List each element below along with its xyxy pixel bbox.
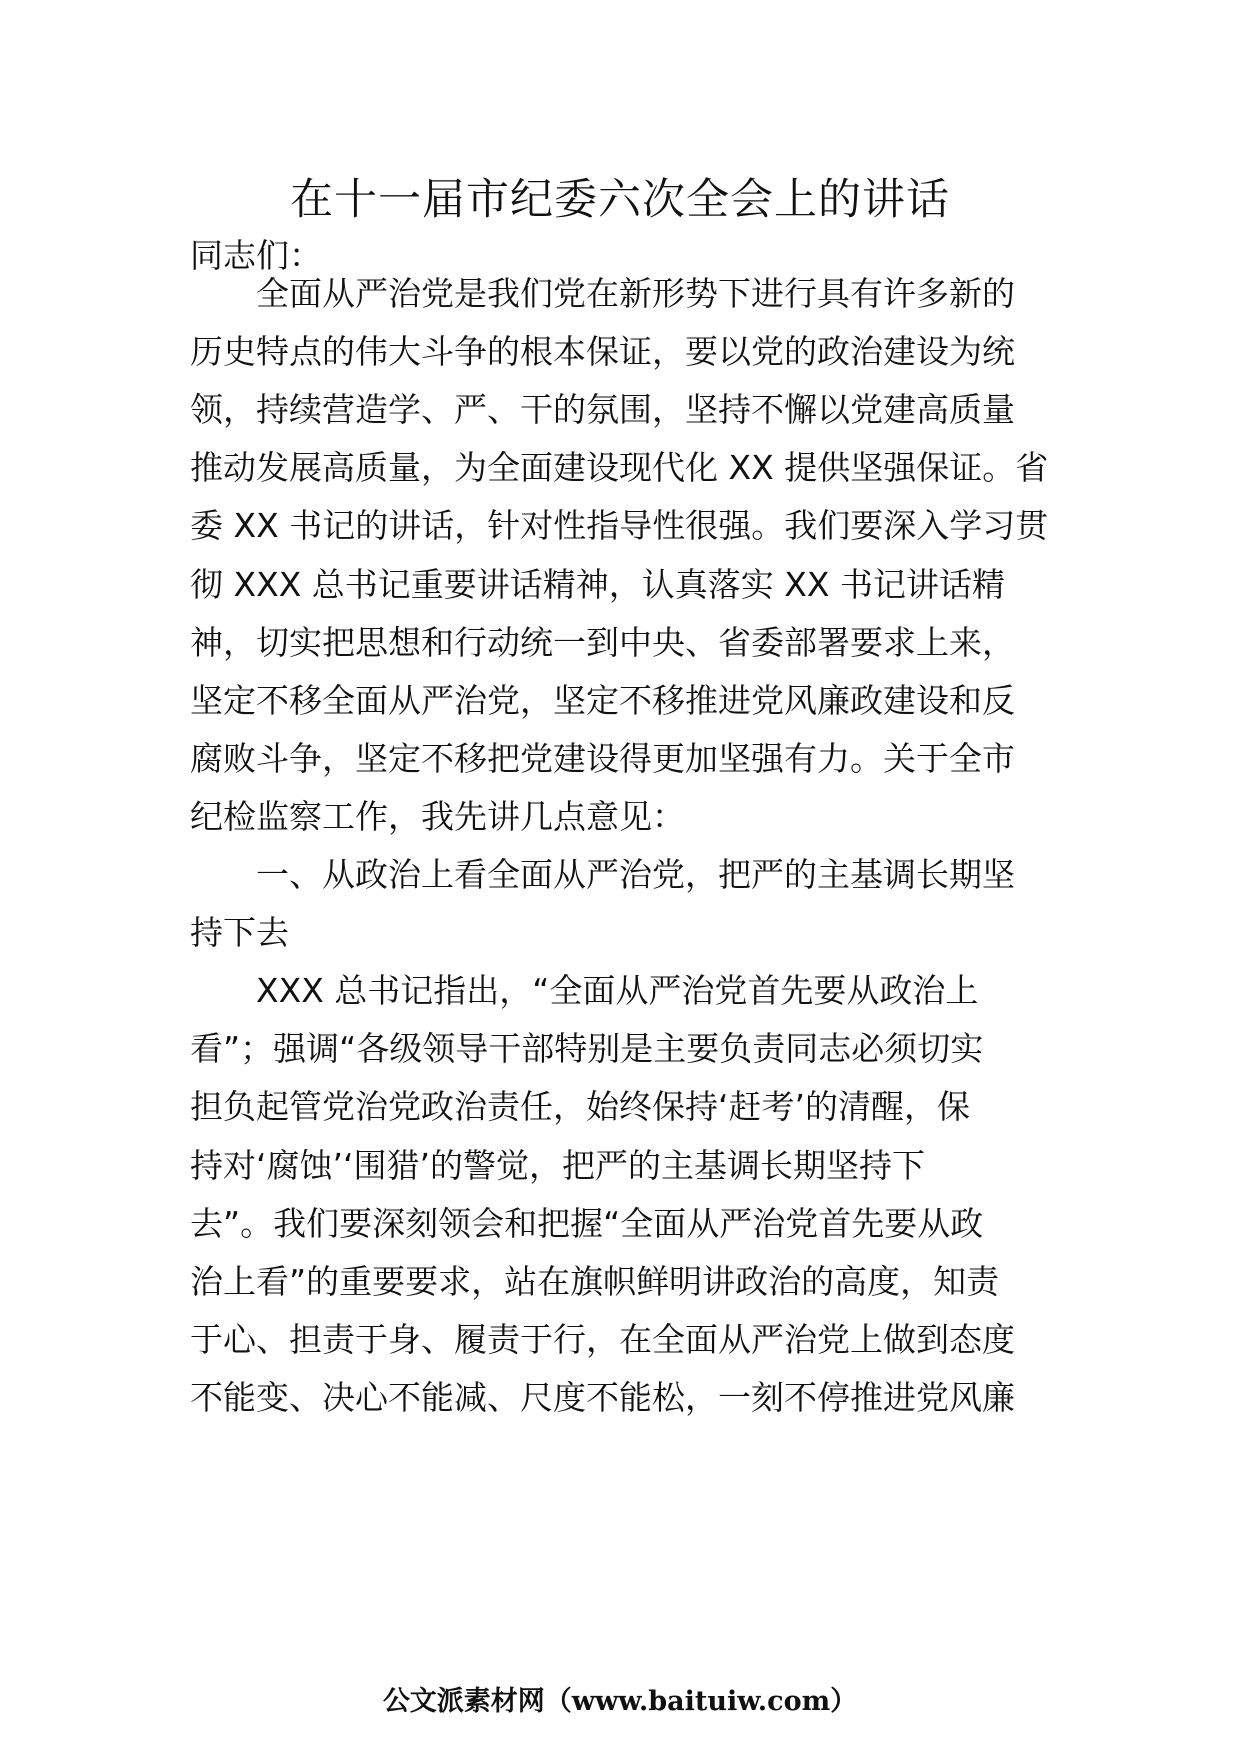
body-line: XXX 总书记指出，“全面从严治党首先要从政治上 <box>190 971 979 1011</box>
footer-watermark: 公文派素材网（www.baituiw.com） <box>382 1686 858 1717</box>
body-line: 治上看”的重要要求，站在旗帜鲜明讲政治的高度，知责 <box>190 1261 1000 1301</box>
body-line: 持下去 <box>190 913 289 953</box>
body-line: 历史特点的伟大斗争的根本保证，要以党的政治建设为统 <box>190 332 1015 372</box>
body-line: 担负起管党治党政治责任，始终保持‘赶考’的清醒，保 <box>190 1087 970 1127</box>
body-line: 去”。我们要深刻领会和把握“全面从严治党首先要从政 <box>190 1203 984 1243</box>
body-line: 持对‘腐蚀’‘围猎’的警觉，把严的主基调长期坚持下 <box>190 1145 925 1185</box>
body-line: 看”；强调“各级领导干部特别是主要负责同志必须切实 <box>190 1029 984 1069</box>
body-line: 纪检监察工作，我先讲几点意见： <box>190 796 685 836</box>
document-title: 在十一届市纪委六次全会上的讲话 <box>290 175 950 225</box>
body-line: 领，持续营造学、严、干的氛围，坚持不懈以党建高质量 <box>190 390 1015 430</box>
body-line: 推动发展高质量，为全面建设现代化 XX 提供坚强保证。省 <box>190 448 1049 488</box>
body-line: 委 XX 书记的讲话，针对性指导性很强。我们要深入学习贯 <box>190 506 1049 546</box>
body-line: 坚定不移全面从严治党，坚定不移推进党风廉政建设和反 <box>190 680 1015 720</box>
body-line: 于心、担责于身、履责于行，在全面从严治党上做到态度 <box>190 1319 1015 1359</box>
body-line: 神，切实把思想和行动统一到中央、省委部署要求上来， <box>190 622 1015 662</box>
body-line: 一、从政治上看全面从严治党，把严的主基调长期坚 <box>190 855 1015 894</box>
body-line: 腐败斗争，坚定不移把党建设得更加坚强有力。关于全市 <box>190 738 1015 778</box>
body-line: 彻 XXX 总书记重要讲话精神，认真落实 XX 书记讲话精 <box>190 564 1005 604</box>
salutation: 同志们： <box>190 236 322 275</box>
body-line: 不能变、决心不能减、尺度不能松，一刻不停推进党风廉 <box>190 1377 1015 1417</box>
body-line: 全面从严治党是我们党在新形势下进行具有许多新的 <box>190 274 1015 313</box>
